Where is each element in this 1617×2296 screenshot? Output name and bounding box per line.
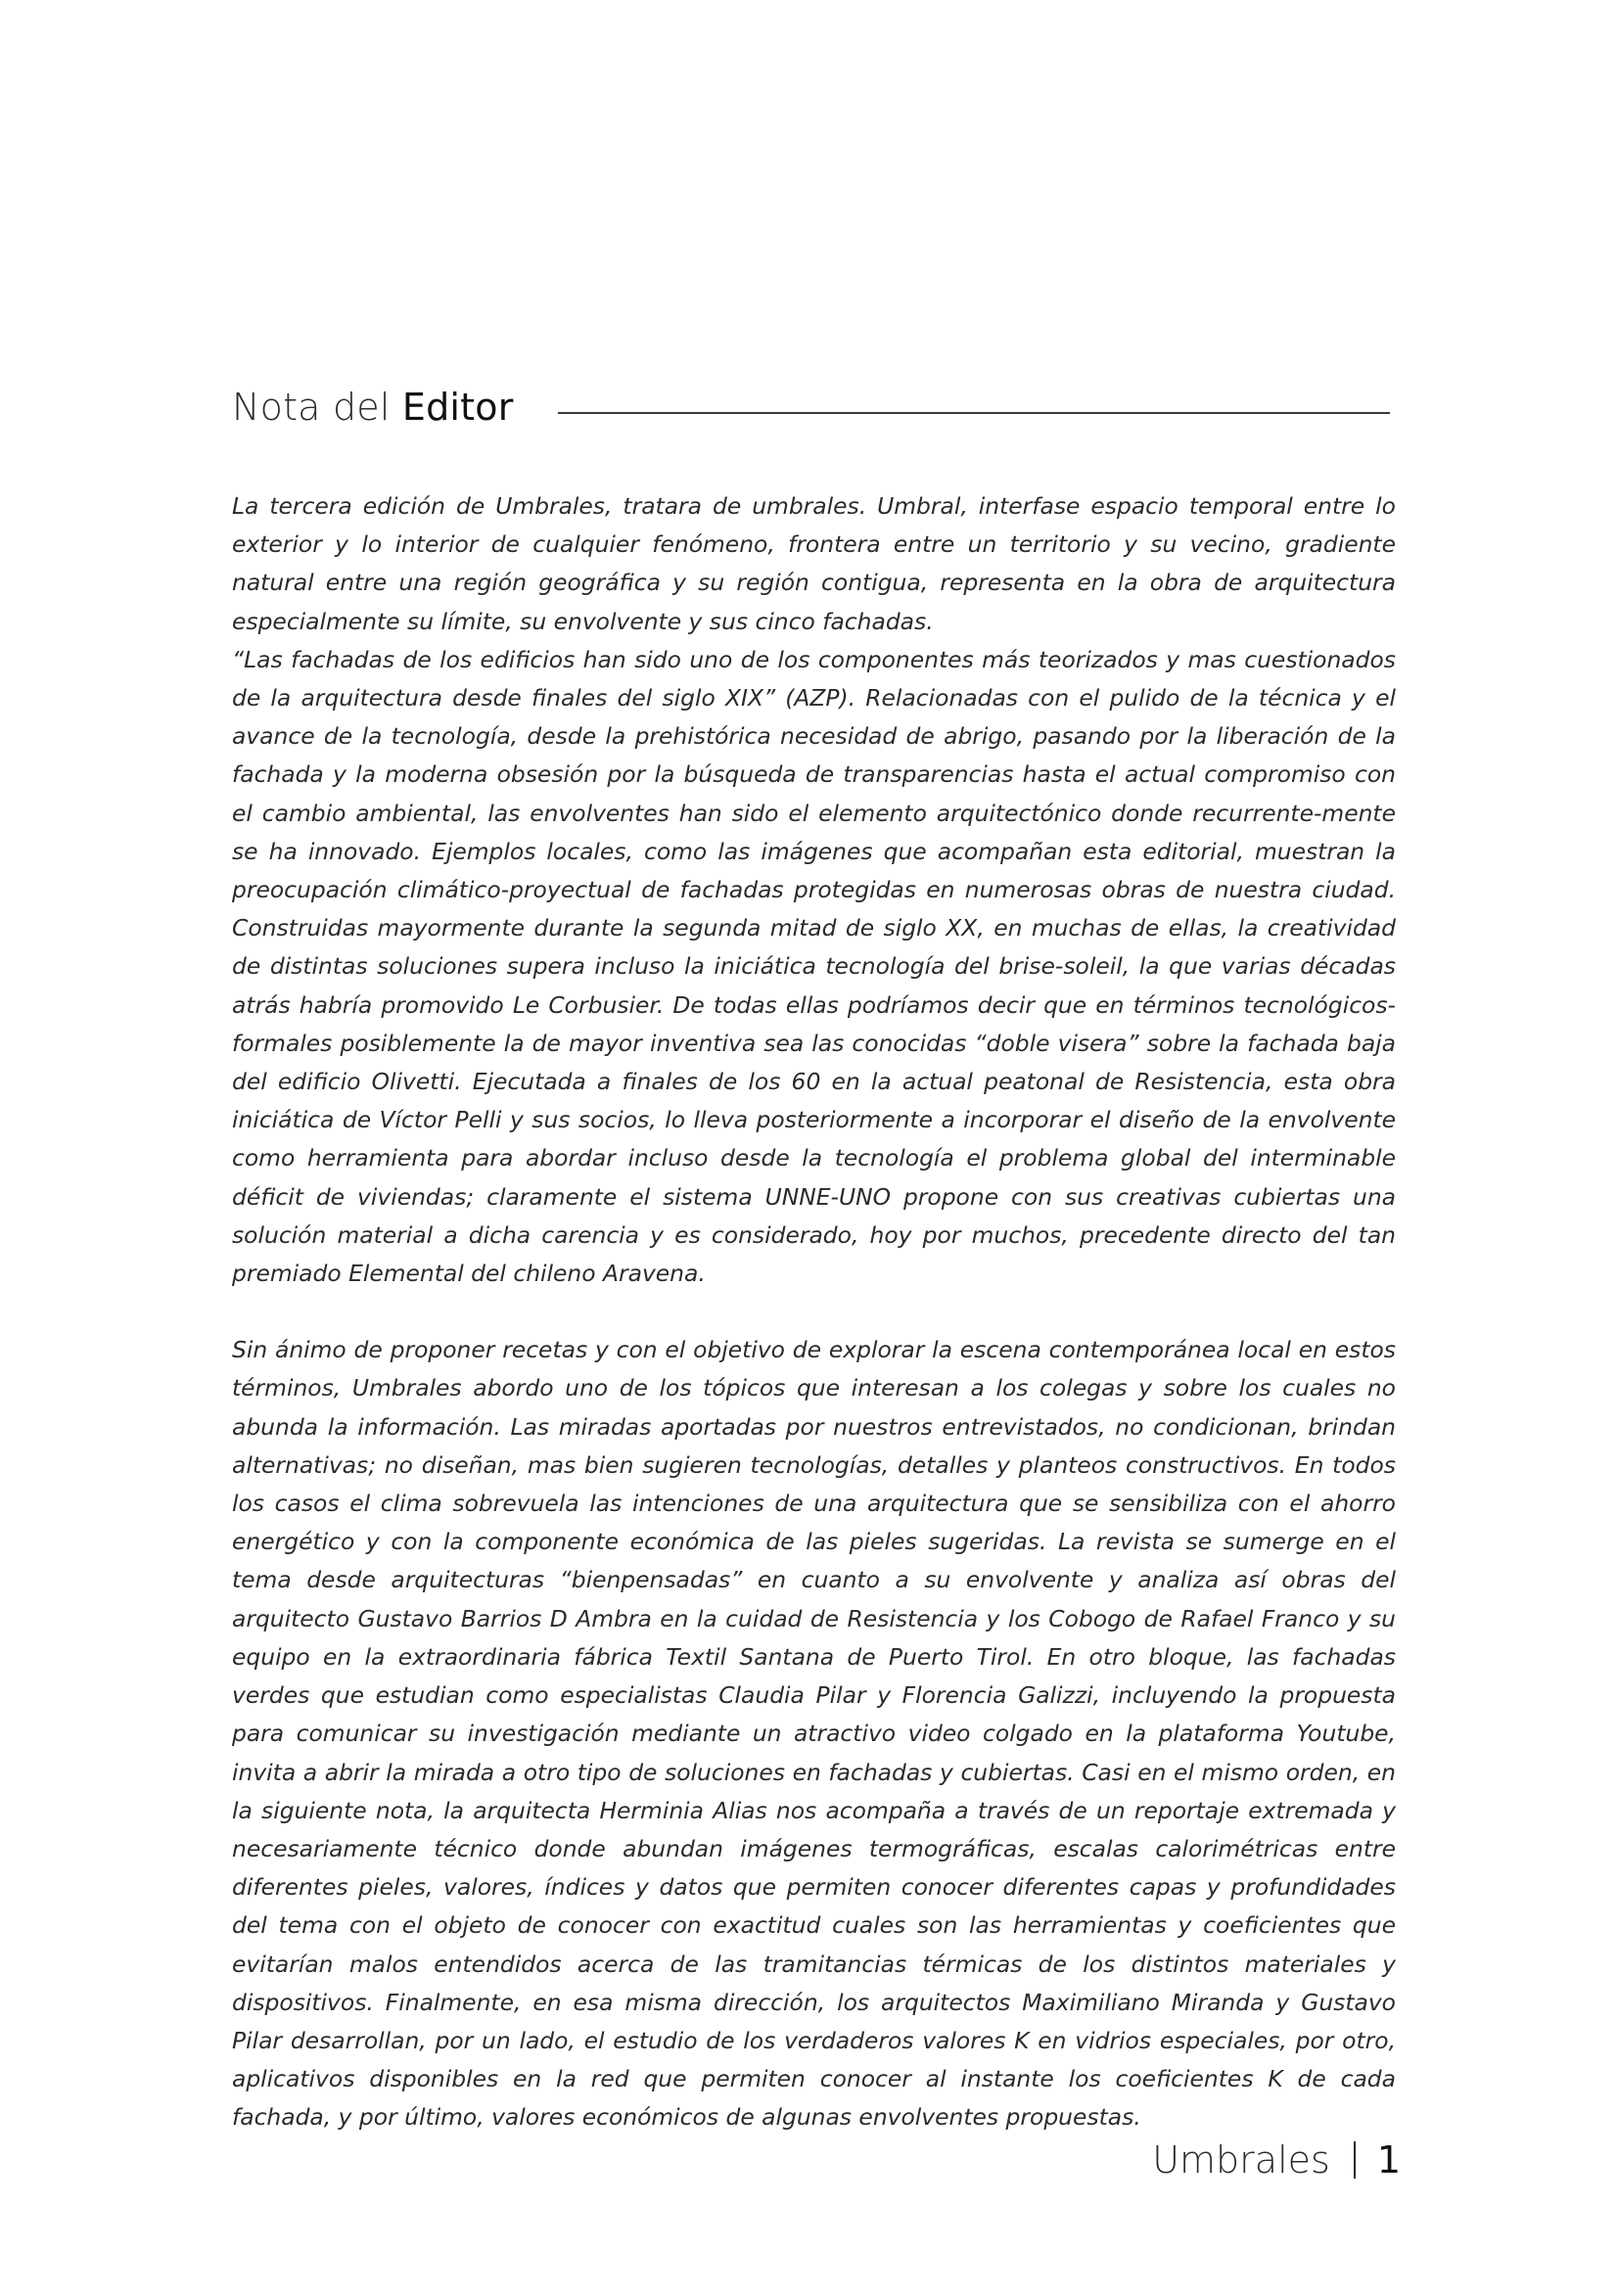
page-number: 1 bbox=[1376, 2138, 1401, 2181]
footer-separator bbox=[1354, 2141, 1356, 2179]
paragraph-facades: “Las fachadas de los edificios han sido uno de los componentes más teorizados y mas cuestionados de la arquitectura desde finales del siglo XIX” (AZP). Relacionadas con el pulido de la técnica y el avance de la tecnología, desde la prehistórica necesidad de abrigo, pasando por la liberación de la fachada y la moderna obsesión por la búsqueda de transparencias hasta el actual compromiso con el cambio ambiental, las envolventes han sido el elemento arquitectónico donde recurrente-mente se ha innovado. Ejemplos locales, como las imágenes que acompañan esta editorial, muestran la preocupación climático-proyectual de fachadas protegidas en numerosas obras de nuestra ciudad. Construidas mayormente durante la segunda mitad de siglo XX, en muchas de ellas, la creatividad de distintas soluciones supera incluso la iniciática tecnología del brise-soleil, la que varias décadas atrás habría promovido Le Corbusier. De todas ellas podríamos decir que en términos tecnológicos-formales posiblemente la de mayor inventiva sea las conocidas “doble visera” sobre la fachada baja del edificio Olivetti. Ejecutada a finales de los 60 en la actual peatonal de Resistencia, esta obra iniciática de Víctor Pelli y sus socios, lo lleva posteriormente a incorporar el diseño de la envolvente como herramienta para abordar incluso desde la tecnología el problema global del interminable déficit de viviendas; claramente el sistema UNNE-UNO propone con sus creativas cubiertas una solución material a dicha carencia y es considerado, hoy por muchos, precedente directo del tan premiado Elemental del chileno Aravena. bbox=[232, 645, 1396, 1288]
header-rule bbox=[558, 412, 1390, 414]
page-title bbox=[232, 382, 514, 433]
paragraph-contents: Sin ánimo de proponer recetas y con el objetivo de explorar la escena contemporánea local en estos términos, Umbrales abordo uno de los tópicos que interesan a los colegas y sobre los cuales no abunda la información. Las miradas aportadas por nuestros entrevistados, no condicionan, brindan alternativas; no diseñan, mas bien sugieren tecnologías, detalles y planteos constructivos. En todos los casos el clima sobrevuela las intenciones de una arquitectura que se sensibiliza con el ahorro energético y con la componente económica de las pieles sugeridas. La revista se sumerge en el tema desde arquitecturas “bienpensadas” en cuanto a su envolvente y analiza así obras del arquitecto Gustavo Barrios D Ambra en la cuidad de Resistencia y los Cobogo de Rafael Franco y su equipo en la extraordinaria fábrica Textil Santana de Puerto Tirol. En otro bloque, las fachadas verdes que estudian como especialistas Claudia Pilar y Florencia Galizzi, incluyendo la propuesta para comunicar su investigación mediante un atractivo video colgado en la plataforma Youtube, invita a abrir la mirada a otro tipo de soluciones en fachadas y cubiertas. Casi en el mismo orden, en la siguiente nota, la arquitecta Herminia Alias nos acompaña a través de un reportaje extremada y necesariamente técnico donde abundan imágenes termográficas, escalas calorimétricas entre diferentes pieles, valores, índices y datos que permiten conocer diferentes capas y profundidades del tema con el objeto de conocer con exactitud cuales son las herramientas y coeficientes que evitarían malos entendidos acerca de las tramitancias térmicas de los distintos materiales y dispositivos. Finalmente, en esa misma dirección, los arquitectos Maximiliano Miranda y Gustavo Pilar desarrollan, por un lado, el estudio de los verdaderos valores K en vidrios especiales, por otro, aplicativos disponibles en la red que permiten conocer al instante los coeficientes K de cada fachada, y por último, valores económicos de algunas envolventes propuestas. bbox=[232, 1336, 1396, 2132]
section-header bbox=[232, 382, 1390, 440]
page-footer bbox=[1152, 2135, 1401, 2184]
page-title-light: Nota del bbox=[232, 386, 402, 429]
paragraph-intro: La tercera edición de Umbrales, tratara de umbrales. Umbral, interfase espacio temporal entre lo exterior y lo interior de cualquier fenómeno, frontera entre un territorio y su vecino, gradiente natural entre una región geográfica y su región contigua, representa en la obra de arquitectura especialmente su límite, su envolvente y sus cinco fachadas. bbox=[232, 492, 1396, 635]
publication-name: Umbrales bbox=[1152, 2138, 1330, 2181]
page-title-bold: Editor bbox=[401, 386, 514, 429]
editorial-body bbox=[232, 487, 1396, 2137]
